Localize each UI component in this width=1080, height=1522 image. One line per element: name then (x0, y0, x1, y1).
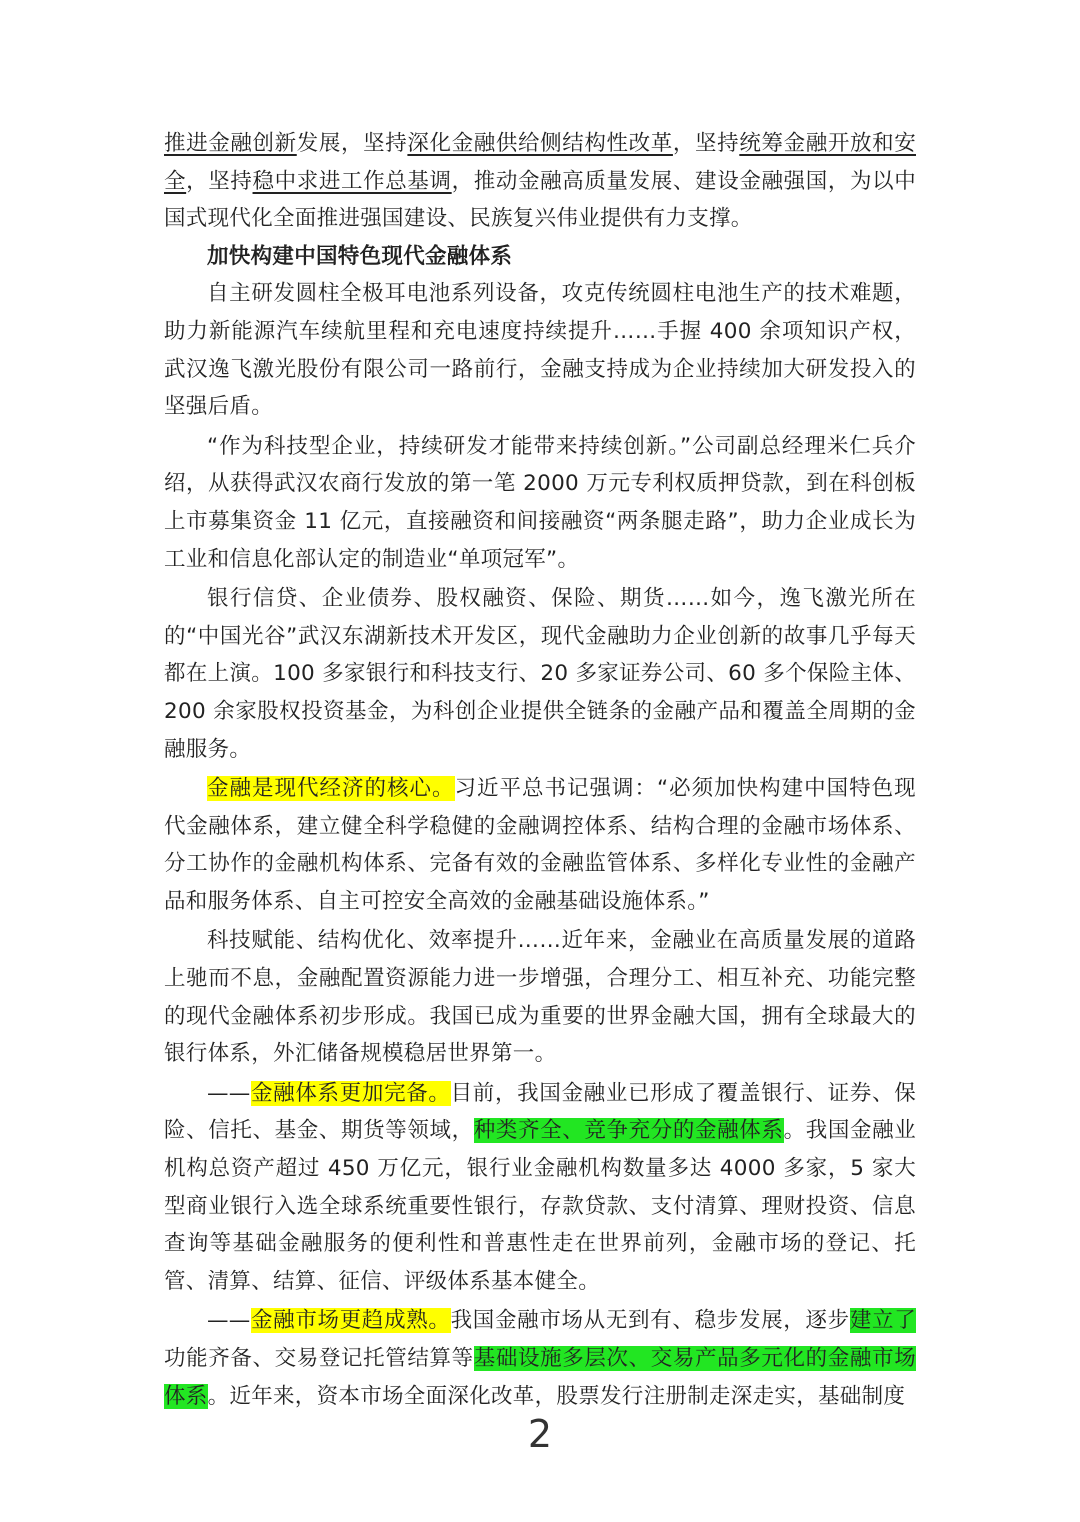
green-highlight: 建立了 (849, 1308, 917, 1334)
underlined-phrase: 深化金融供给侧结构性改革 (407, 131, 673, 156)
paragraph: 自主研发圆柱全极耳电池系列设备，攻克传统圆柱电池生产的技术难题，助力新能源汽车续航里程和充电速度持续提升……手握 400 余项知识产权，武汉逸飞激光股份有限公司一路前行，金融支持成为企业持续加大研发投入的坚强后盾。 (164, 281, 916, 420)
section-heading: 加快构建中国特色现代金融体系 (207, 243, 513, 269)
page-number: 2 (527, 1412, 553, 1456)
underlined-phrase: 统筹金融开放和安全 (164, 131, 916, 194)
underlined-phrase: 稳中求进工作总基调 (252, 168, 452, 194)
green-highlight: 种类齐全、竞争充分的金融体系 (473, 1118, 784, 1144)
paragraph: 银行信贷、企业债券、股权融资、保险、期货……如今，逸飞激光所在的“中国光谷”武汉东湖新技术开发区，现代金融助力企业创新的故事几乎每天都在上演。100 多家银行和科技支行、20 多家证券公司、60 多个保险主体、200 余家股权投资基金，为科创企业提供全链条的金融产品和覆盖全周期的金融服务。 (164, 586, 916, 762)
paragraph-highlighted: ——金融体系更加完备。目前，我国金融业已形成了覆盖银行、证券、保险、信托、基金、期货等领域，种类齐全、竞争充分的金融体系。我国金融业机构总资产超过 450 万亿元，银行业金融机构数量多达 4000 多家，5 家大型商业银行入选全球系统重要性银行，存款贷款、支付清算、理财投资、信息查询等基础金融服务的便利性和普惠性走在世界前列，金融市场的登记、托管、清算、结算、征信、评级体系基本健全。 (164, 1080, 916, 1294)
paragraph-intro-continued: 推进金融创新发展，坚持深化金融供给侧结构性改革，坚持统筹金融开放和安全，坚持稳中求进工作总基调，推动金融高质量发展、建设金融强国，为以中国式现代化全面推进强国建设、民族复兴伟业提供有力支撑。 (164, 131, 916, 232)
yellow-highlight: 金融体系更加完备。 (250, 1080, 451, 1106)
article-body (164, 125, 916, 1415)
paragraph-highlighted: 金融是现代经济的核心。习近平总书记强调：“必须加快构建中国特色现代金融体系，建立健全科学稳健的金融调控体系、结构合理的金融市场体系、分工协作的金融机构体系、完备有效的金融监管体系、多样化专业性的金融产品和服务体系、自主可控安全高效的金融基础设施体系。” (164, 776, 916, 914)
underlined-phrase: 推进金融创新 (164, 131, 297, 156)
paragraph-highlighted: ——金融市场更趋成熟。我国金融市场从无到有、稳步发展，逐步建立了功能齐备、交易登记托管结算等基础设施多层次、交易产品多元化的金融市场体系。近年来，资本市场全面深化改革，股票发行注册制走深走实，基础制度 (164, 1308, 917, 1409)
paragraph: 科技赋能、结构优化、效率提升……近年来，金融业在高质量发展的道路上驰而不息，金融配置资源能力进一步增强，合理分工、相互补充、功能完整的现代金融体系初步形成。我国已成为重要的世界金融大国，拥有全球最大的银行体系，外汇储备规模稳居世界第一。 (164, 928, 916, 1067)
green-highlight: 基础设施多层次、交易产品多元化的金融市场体系 (164, 1346, 916, 1409)
yellow-highlight: 金融市场更趋成熟。 (250, 1308, 451, 1334)
paragraph: “作为科技型企业，持续研发才能带来持续创新。”公司副总经理米仁兵介绍，从获得武汉农商行发放的第一笔 2000 万元专利权质押贷款，到在科创板上市募集资金 11 亿元，直接融资和间接融资“两条腿走路”，助力企业成长为工业和信息化部认定的制造业“单项冠军”。 (164, 433, 916, 572)
yellow-highlight: 金融是现代经济的核心。 (207, 776, 455, 802)
